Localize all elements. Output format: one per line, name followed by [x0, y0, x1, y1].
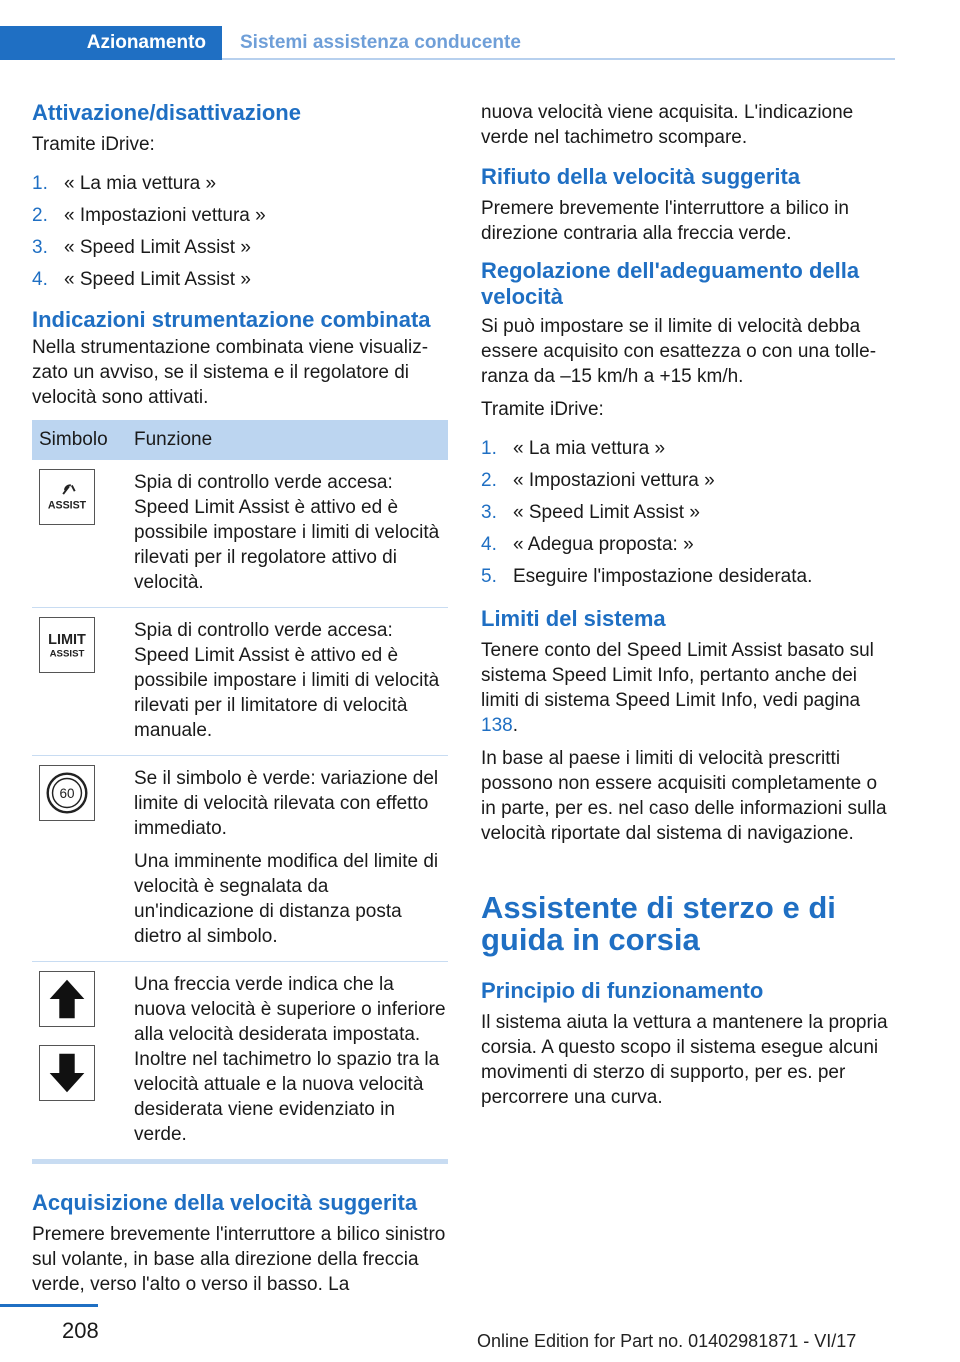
step-number: 2.: [481, 470, 497, 491]
list-item: [481, 532, 896, 564]
assist-indicator-icon: [39, 469, 95, 525]
list-item: [481, 564, 896, 596]
acquisition-text: Premere brevemente l'interruttore a bilico sinistro sul volante, in base alla direzione della freccia verde, verso l'alto o verso il basso. La: [32, 1224, 446, 1295]
arrow-down-icon: [39, 1045, 95, 1101]
function-text: Se il simbolo è verde: variazione del limite di velocità rilevata con effetto immediato.: [134, 768, 439, 839]
limits-text: [481, 638, 896, 738]
step-number: 1.: [481, 438, 497, 459]
adjustment-intro: Tramite iDrive:: [481, 399, 604, 420]
svg-text:ASSIST: ASSIST: [47, 499, 87, 512]
activation-title: Attivazione/disattivazione: [32, 100, 301, 125]
speed-limit-60-icon: [39, 765, 95, 821]
indications-title: Indicazioni strumentazione combinata: [32, 307, 431, 332]
step-number: 3.: [481, 502, 497, 523]
step-number: 5.: [481, 566, 497, 587]
lane-assist-title: Assistente di sterzo e di guida in corsia: [481, 890, 836, 957]
step-text: « La mia vettura »: [513, 438, 666, 459]
table-row: [32, 756, 448, 962]
activation-steps: [32, 171, 448, 299]
limits-text-before: Tenere conto del Speed Limit Assist basato sul sistema Speed Limit Info, pertanto anche dei limiti di sistema Speed Limit Info, vedi pagina: [481, 640, 874, 711]
footer-rule: [0, 1304, 98, 1307]
refusal-title: Rifiuto della velocità suggerita: [481, 164, 801, 189]
table-header-row: [32, 420, 448, 460]
step-number: 3.: [32, 237, 48, 258]
limit-assist-indicator-icon: [39, 617, 95, 673]
edition-note: Online Edition for Part no. 01402981871 - VI/17: [477, 1331, 857, 1351]
right-column: [481, 100, 896, 1110]
step-number: 1.: [32, 173, 48, 194]
limits-text-2: In base al paese i limiti di velocità prescritti possono non essere acquisiti completamente o in parte, per es. nel caso delle informazioni sulla velocità riportate dal sistema di navigazione.: [481, 748, 887, 844]
table-row: [32, 608, 448, 756]
table-row: [32, 962, 448, 1162]
svg-text:LIMIT: LIMIT: [48, 632, 86, 649]
page-link[interactable]: 138: [481, 715, 513, 736]
symbol-table: [32, 420, 448, 1164]
adjustment-text: Si può impostare se il limite di velocità debba essere acquisito con esattezza o con una tolleranza da –15 km/h a +15 km/h.: [481, 316, 877, 387]
limits-text-after: .: [512, 715, 518, 736]
arrow-up-icon: [39, 971, 95, 1027]
step-text: « Adegua proposta: »: [513, 534, 694, 555]
function-text: Una freccia verde indica che la nuova velocità è superiore o inferiore alla velocità desiderata impostata. Inoltre nel tachimetro lo spazio tra la velocità attuale e la nuova velocità desiderata viene evidenziato in verde.: [134, 962, 448, 1162]
step-text: Eseguire l'impostazione desiderata.: [513, 566, 813, 587]
page-number: 208: [62, 1318, 99, 1343]
adjustment-steps: [481, 436, 896, 596]
step-number: 4.: [481, 534, 497, 555]
left-column: [32, 100, 448, 1297]
list-item: [32, 235, 448, 267]
function-text: Spia di controllo verde accesa: Speed Limit Assist è attivo ed è possibile impostare i limiti di velocità rilevati per il limitatore di velocità manuale.: [134, 608, 448, 756]
indications-text: Nella strumentazione combinata viene visualizzato un avviso, se il sistema e il regolatore di velocità sono attivati.: [32, 337, 429, 408]
step-text: « Impostazioni vettura »: [64, 205, 266, 226]
step-text: « La mia vettura »: [64, 173, 217, 194]
acquisition-title: Acquisizione della velocità suggerita: [32, 1190, 418, 1215]
step-number: 2.: [32, 205, 48, 226]
function-text-secondary: Una imminente modifica del limite di velocità è segnalata da un'indicazione di distanza posta dietro al simbolo.: [134, 851, 439, 947]
adjustment-title: Regolazione dell'adeguamento della velocità: [481, 258, 860, 309]
list-item: [32, 171, 448, 203]
page-header: [0, 26, 895, 62]
step-text: « Speed Limit Assist »: [64, 237, 251, 258]
list-item: [32, 267, 448, 299]
column-header-symbol: Simbolo: [32, 420, 134, 460]
list-item: [481, 468, 896, 500]
list-item: [481, 436, 896, 468]
lane-principle-text: Il sistema aiuta la vettura a mantenere la propria corsia. A questo scopo il sistema esegue alcuni movimenti di sterzo di supporto, per es. per percorrere una curva.: [481, 1012, 888, 1108]
list-item: [32, 203, 448, 235]
limits-title: Limiti del sistema: [481, 606, 666, 631]
continuation-text: nuova velocità viene acquisita. L'indicazione verde nel tachimetro scompare.: [481, 102, 854, 148]
activation-intro: Tramite iDrive:: [32, 134, 155, 155]
lane-principle-title: Principio di funzionamento: [481, 978, 764, 1003]
step-text: « Speed Limit Assist »: [513, 502, 700, 523]
step-text: « Speed Limit Assist »: [64, 269, 251, 290]
subsection-tab[interactable]: Sistemi assistenza conducente: [240, 32, 521, 53]
function-text: Spia di controllo verde accesa: Speed Limit Assist è attivo ed è possibile impostare i limiti di velocità rilevati per il regolatore attivo di velocità.: [134, 460, 448, 608]
header-rule: [222, 58, 895, 60]
table-row: [32, 460, 448, 608]
list-item: [481, 500, 896, 532]
section-tab[interactable]: Azionamento: [0, 26, 222, 60]
refusal-text: Premere brevemente l'interruttore a bilico in direzione contraria alla freccia verde.: [481, 198, 849, 244]
step-number: 4.: [32, 269, 48, 290]
speed-badge: 60: [59, 785, 75, 801]
step-text: « Impostazioni vettura »: [513, 470, 715, 491]
svg-text:ASSIST: ASSIST: [49, 648, 85, 660]
column-header-function: Funzione: [134, 420, 448, 460]
